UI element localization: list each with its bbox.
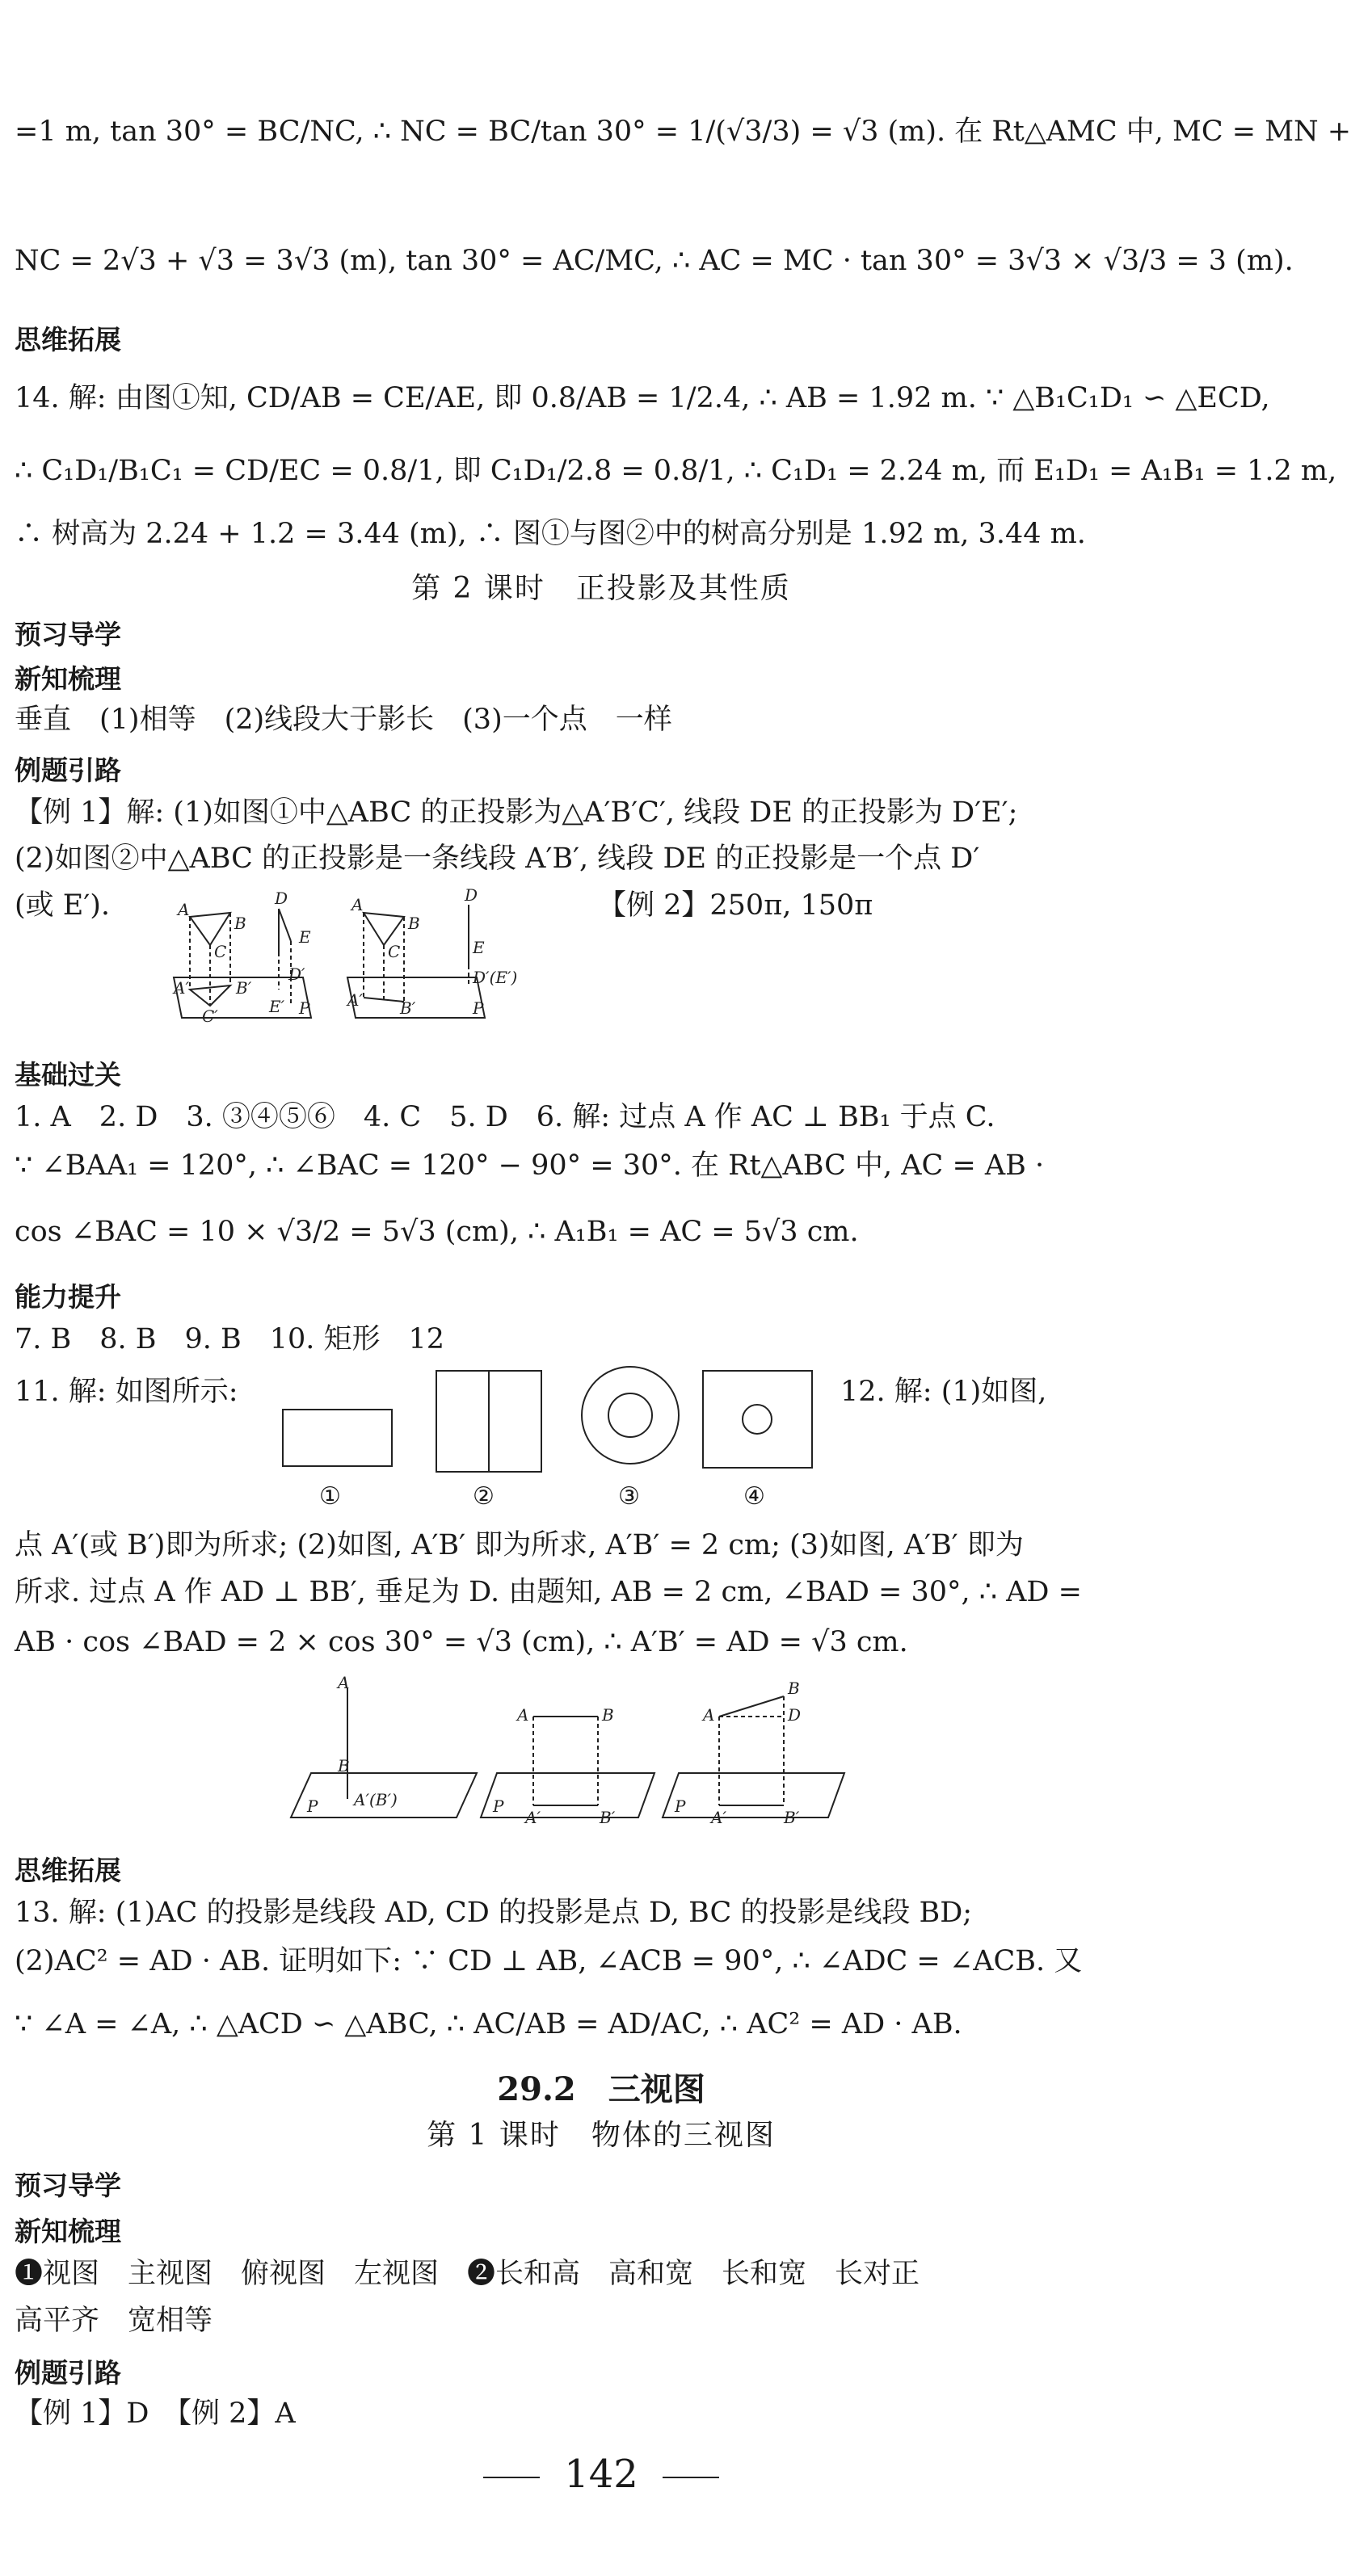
text-line: (或 E′). — [15, 889, 111, 922]
text-line: 高平齐 宽相等 — [15, 2305, 213, 2337]
three-views-diagram-q11 — [275, 1361, 824, 1515]
view-inner-circle — [608, 1393, 652, 1437]
example-2-answer: 【例 2】250π, 150π — [598, 889, 873, 922]
text-line: cos ∠BAC = 10 × √3/2 = 5√3 (cm), ∴ A₁B₁ = AC = 5√3 cm. — [15, 1216, 859, 1248]
text-line: 所求. 过点 A 作 AD ⊥ BB′, 垂足为 D. 由题知, AB = 2 cm, ∠BAD = 30°, ∴ AD = — [15, 1576, 1082, 1608]
svg-text:A: A — [703, 1705, 715, 1725]
heading-thinking-extension-2: 思维拓展 — [15, 1855, 121, 1886]
text-line: NC = 2√3 + √3 = 3√3 (m), tan 30° = AC/MC, ∴ AC = MC · tan 30° = 3√3 × √3/3 = 3 (m). — [15, 245, 1294, 277]
text-line: 11. 解: 如图所示: — [15, 1376, 238, 1408]
svg-text:B: B — [602, 1705, 614, 1725]
svg-text:A′(B′): A′(B′) — [354, 1790, 398, 1809]
svg-text:A: A — [351, 895, 364, 914]
heading-ability: 能力提升 — [15, 1281, 121, 1313]
plane-fig-2 — [481, 1773, 654, 1817]
svg-text:P: P — [473, 998, 484, 1018]
triangle-abc-2 — [364, 913, 404, 945]
text-line: 【例 1】解: (1)如图①中△ABC 的正投影为△A′B′C′, 线段 DE 的正投影为 D′E′; — [15, 796, 1018, 829]
text-line: 【例 1】D 【例 2】A — [15, 2397, 296, 2430]
figure-label: ③ — [618, 1482, 640, 1511]
svg-text:C: C — [388, 942, 401, 961]
svg-text:E′: E′ — [269, 997, 285, 1016]
svg-text:D: D — [465, 885, 478, 905]
heading-examples-2: 例题引路 — [15, 2357, 121, 2389]
text-line: 垂直 (1)相等 (2)线段大于影长 (3)一个点 一样 — [15, 704, 672, 736]
text-line: 12. 解: (1)如图, — [840, 1376, 1047, 1408]
text-line: 7. B 8. B 9. B 10. 矩形 12 — [15, 1323, 445, 1355]
text-line: ∵ ∠BAA₁ = 120°, ∴ ∠BAC = 120° − 90° = 30°. 在 Rt△ABC 中, AC = AB · — [15, 1149, 1045, 1182]
figure-label: ① — [319, 1482, 341, 1511]
view-outer-circle — [582, 1367, 679, 1464]
svg-text:E: E — [473, 938, 485, 957]
text-line: =1 m, tan 30° = BC/NC, ∴ NC = BC/tan 30° = 1/(√3/3) = √3 (m). 在 Rt△AMC 中, MC = MN + — [15, 116, 1351, 148]
text-line: AB · cos ∠BAD = 2 × cos 30° = √3 (cm), ∴ A′B′ = AD = √3 cm. — [15, 1626, 908, 1658]
svg-text:B′: B′ — [236, 978, 252, 998]
svg-text:B′: B′ — [400, 998, 416, 1018]
plane-fig-3 — [663, 1773, 844, 1817]
heading-new-knowledge: 新知梳理 — [15, 663, 121, 695]
svg-text:B′: B′ — [784, 1808, 800, 1827]
svg-text:D: D — [275, 889, 288, 908]
triangle-projection-1 — [190, 985, 230, 1006]
svg-text:B: B — [234, 914, 246, 933]
svg-text:C′: C′ — [202, 1006, 218, 1026]
svg-text:E: E — [299, 927, 311, 947]
text-line: 13. 解: (1)AC 的投影是线段 AD, CD 的投影是点 D, BC 的投影是线段 BD; — [15, 1897, 973, 1929]
text-line: (2)如图②中△ABC 的正投影是一条线段 A′B′, 线段 DE 的正投影是一个点 D′ — [15, 843, 980, 875]
text-line: ❶视图 主视图 俯视图 左视图 ❷长和高 高和宽 长和宽 长对正 — [15, 2258, 920, 2290]
projection-diagram-q12 — [283, 1673, 865, 1827]
svg-text:A′: A′ — [347, 990, 363, 1010]
triangle-abc-1 — [190, 913, 230, 945]
text-line: ∵ ∠A = ∠A, ∴ △ACD ∽ △ABC, ∴ AC/AB = AD/AC, ∴ AC² = AD · AB. — [15, 2008, 962, 2040]
svg-text:P: P — [493, 1796, 504, 1816]
svg-text:B: B — [338, 1756, 350, 1775]
lesson-title: 第 1 课时 物体的三视图 — [427, 2119, 776, 2152]
svg-text:P: P — [299, 998, 310, 1018]
lesson-title: 第 2 课时 正投影及其性质 — [411, 572, 791, 605]
view-rectangle-1 — [283, 1410, 392, 1466]
figure-label: ② — [473, 1482, 495, 1511]
page-number: 142 — [0, 2452, 1202, 2497]
projection-diagram-example-1 — [158, 885, 529, 1042]
text-line: ∴ C₁D₁/B₁C₁ = CD/EC = 0.8/1, 即 C₁D₁/2.8 = 0.8/1, ∴ C₁D₁ = 2.24 m, 而 E₁D₁ = A₁B₁ = 1.2 m, — [15, 455, 1337, 487]
text-line: 点 A′(或 B′)即为所求; (2)如图, A′B′ 即为所求, A′B′ = 2 cm; (3)如图, A′B′ 即为 — [15, 1529, 1024, 1561]
svg-text:A′: A′ — [711, 1808, 726, 1827]
text-line: (2)AC² = AD · AB. 证明如下: ∵ CD ⊥ AB, ∠ACB = 90°, ∴ ∠ADC = ∠ACB. 又 — [15, 1945, 1083, 1977]
svg-text:A: A — [517, 1705, 529, 1725]
heading-preview: 预习导学 — [15, 619, 121, 650]
svg-text:B: B — [408, 914, 420, 933]
text-line: ∴ 树高为 2.24 + 1.2 = 3.44 (m), ∴ 图①与图②中的树高分别是 1.92 m, 3.44 m. — [15, 518, 1086, 550]
svg-text:A: A — [178, 900, 190, 919]
heading-thinking-extension: 思维拓展 — [15, 324, 121, 355]
text-line: 1. A 2. D 3. ③④⑤⑥ 4. C 5. D 6. 解: 过点 A 作 AC ⊥ BB₁ 于点 C. — [15, 1101, 995, 1133]
svg-text:A: A — [338, 1673, 350, 1692]
svg-text:B′: B′ — [600, 1808, 616, 1827]
svg-text:P: P — [675, 1796, 686, 1816]
svg-text:B: B — [788, 1679, 800, 1698]
svg-text:P: P — [307, 1796, 318, 1816]
text-line: 14. 解: 由图①知, CD/AB = CE/AE, 即 0.8/AB = 1/2.4, ∴ AB = 1.92 m. ∵ △B₁C₁D₁ ∽ △ECD, — [15, 382, 1270, 414]
figure-label: ④ — [743, 1482, 765, 1511]
heading-examples: 例题引路 — [15, 754, 121, 786]
view-small-circle — [743, 1405, 772, 1434]
svg-text:D′(E′): D′(E′) — [473, 968, 518, 987]
svg-text:D′: D′ — [288, 964, 305, 984]
section-title: 29.2 三视图 — [497, 2070, 705, 2108]
heading-new-knowledge-2: 新知梳理 — [15, 2216, 121, 2247]
view-rectangle-4 — [703, 1371, 812, 1468]
heading-preview-2: 预习导学 — [15, 2170, 121, 2201]
heading-basics: 基础过关 — [15, 1059, 121, 1090]
svg-text:C: C — [214, 942, 227, 961]
svg-text:A′: A′ — [174, 978, 189, 998]
svg-text:D: D — [788, 1705, 802, 1725]
svg-text:A′: A′ — [525, 1808, 541, 1827]
